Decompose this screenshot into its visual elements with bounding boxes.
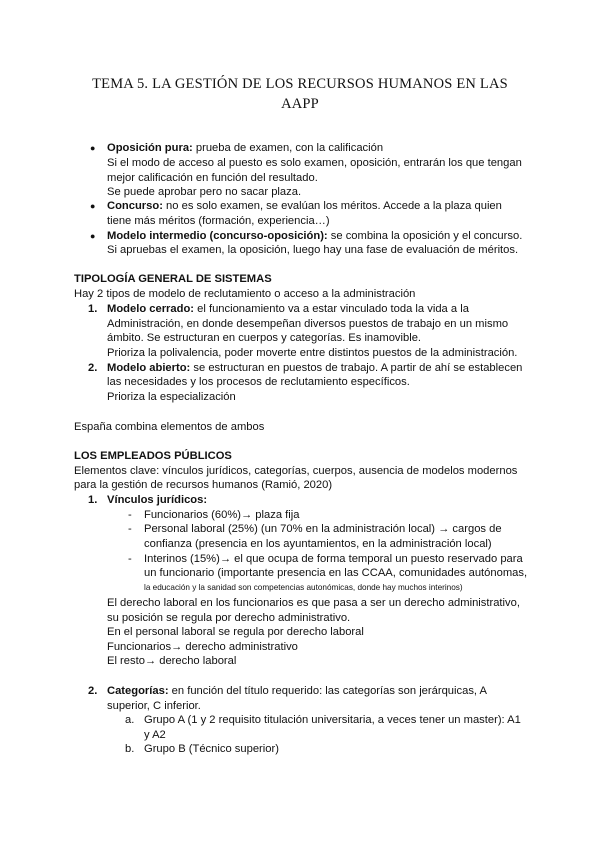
text-line: Funcionarios→ derecho administrativo [107,641,298,653]
dash-marker: - [128,509,132,521]
text-line: su posición se regula por derecho administrativo. [107,612,351,624]
section-heading: LOS EMPLEADOS PÚBLICOS [74,450,232,462]
section-heading: TIPOLOGÍA GENERAL DE SISTEMAS [74,273,272,285]
text-line: Administración, en donde desempeñan diversos puestos de trabajo en un mismo [107,318,509,330]
text-line: ámbito. Se estructuran en cuerpos y categorías. Es inamovible. [107,332,422,344]
text-line: la educación y la sanidad son competencias autonómicas, donde hay muchos interinos) [144,583,463,592]
text-line: Prioriza la polivalencia, poder moverte entre distintos puestos de la administración. [107,347,518,359]
text-line: confianza (presencia en los ayuntamientos, en la administración local) [144,538,492,550]
list-number: 2. [88,362,98,374]
list-letter: a. [125,714,135,726]
text-line: Si el modo de acceso al puesto es solo examen, oposición, entrarán los que tengan [107,157,522,169]
text-line: Si apruebas el examen, la oposición, luego hay una fase de evaluación de méritos. [107,244,519,256]
text-line: Grupo B (Técnico superior) [144,743,279,755]
category-item: Categorías: en función del título requerido: las categorías son jerárquicas, A [107,685,487,697]
bullet-icon: ● [90,231,96,241]
text-line: El resto→ derecho laboral [107,655,237,667]
text-line: Hay 2 tipos de modelo de reclutamiento o acceso a la administración [74,288,416,300]
text-line: mejor calificación en función del resultado. [107,172,318,184]
page-title: TEMA 5. LA GESTIÓN DE LOS RECURSOS HUMANOS EN LAS AAPP [92,76,508,112]
text-line: En el personal laboral se regula por derecho laboral [107,626,364,638]
text-line: y A2 [144,729,166,741]
model-item: Modelo cerrado: el funcionamiento va a estar vinculado toda la vida a la [107,303,469,315]
text-line: España combina elementos de ambos [74,421,265,433]
access-item: Oposición pura: prueba de examen, con la calificación [107,142,384,154]
text-line: Personal laboral (25%) (un 70% en la administración local) → cargos de [144,523,502,535]
list-heading: Vínculos jurídicos: [107,494,208,506]
list-number: 2. [88,685,98,697]
text-line: para la gestión de recursos humanos (Ramió, 2020) [74,479,333,491]
text-line: Grupo A (1 y 2 requisito titulación universitaria, a veces tener un master): A1 [144,714,521,726]
text-line: Interinos (15%)→ el que ocupa de forma temporal un puesto reservado para [144,553,523,565]
list-number: 1. [88,303,98,315]
text-line: superior, C inferior. [107,700,201,712]
dash-marker: - [128,553,132,565]
list-number: 1. [88,494,98,506]
text-line: Se puede aprobar pero no sacar plaza. [107,186,302,198]
list-letter: b. [125,743,135,755]
access-item: Modelo intermedio (concurso-oposición): se combina la oposición y el concurso. [107,230,523,242]
model-item: Modelo abierto: se estructuran en puestos de trabajo. A partir de ahí se establecen [107,362,523,374]
text-line: Funcionarios (60%)→ plaza fija [144,509,300,521]
text-line: Prioriza la especialización [107,391,236,403]
dash-marker: - [128,523,132,535]
text-line: Elementos clave: vínculos jurídicos, categorías, cuerpos, ausencia de modelos modernos [74,465,518,477]
text-line: las necesidades y los procesos de reclutamiento específicos. [107,376,410,388]
bullet-icon: ● [90,201,96,211]
text-line: El derecho laboral en los funcionarios es que pasa a ser un derecho administrativo, [107,597,520,609]
text-line: tiene más méritos (formación, experiencia…) [107,215,330,227]
text-line: un funcionario (importante presencia en las CCAA, comunidades autónomas, [144,567,528,579]
access-item: Concurso: no es solo examen, se evalúan los méritos. Accede a la plaza quien [107,200,502,212]
bullet-icon: ● [90,143,96,153]
